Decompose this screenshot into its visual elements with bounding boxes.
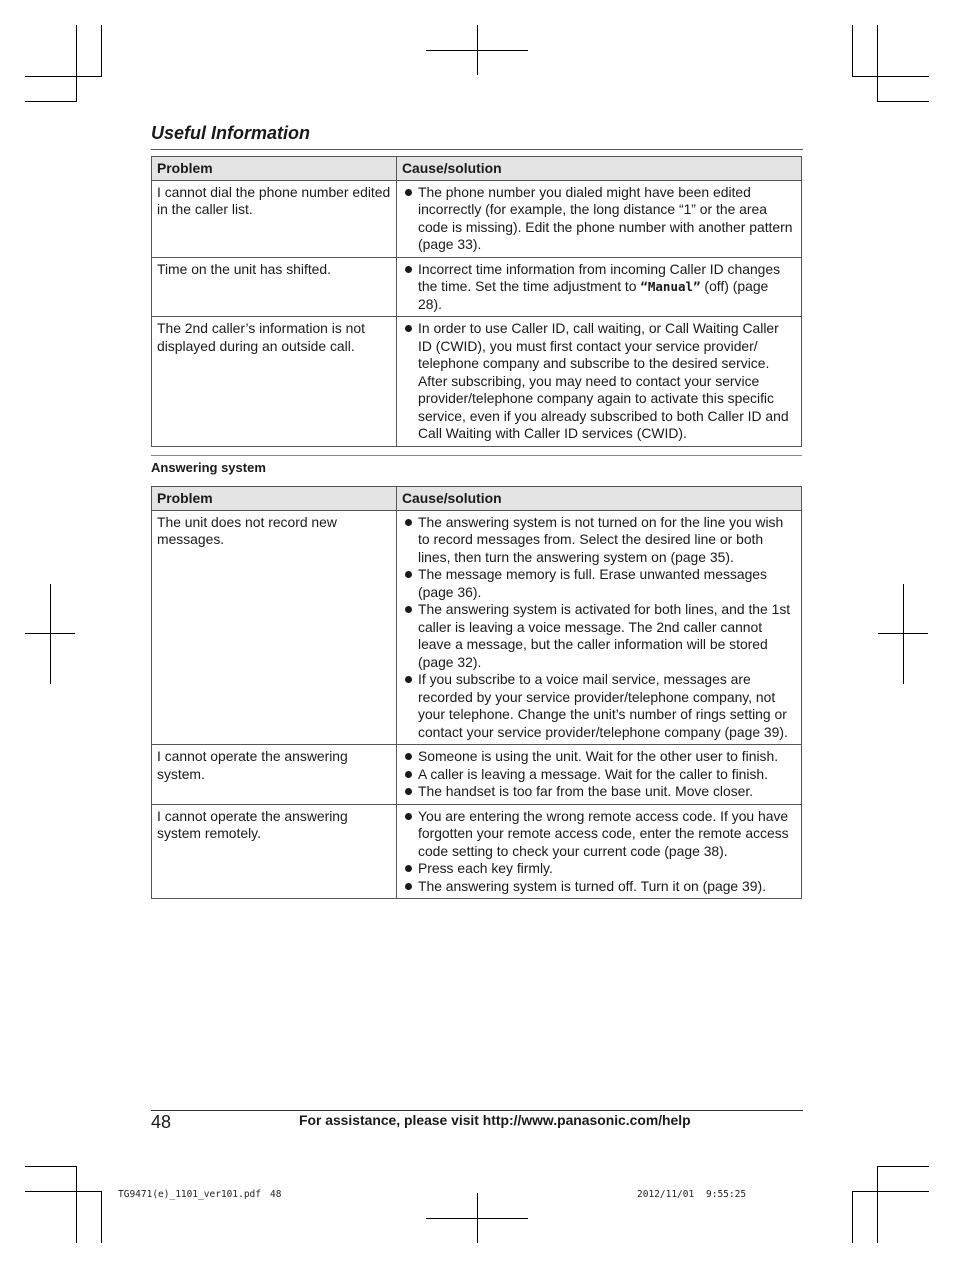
solution-item: A caller is leaving a message. Wait for the caller to finish. [402, 766, 796, 784]
section-title: Useful Information [151, 123, 311, 143]
setting-value: “Manual” [640, 279, 701, 294]
solution-item: The message memory is full. Erase unwanted messages (page 36). [402, 566, 796, 601]
column-header-problem: Problem [152, 157, 397, 181]
problem-cell: The 2nd caller’s information is not displayed during an outside call. [152, 317, 397, 447]
column-header-problem: Problem [152, 487, 397, 511]
table-row [152, 510, 802, 745]
solution-item: Someone is using the unit. Wait for the other user to finish. [402, 748, 796, 766]
table-row [152, 180, 802, 257]
column-header-solution: Cause/solution [397, 487, 802, 511]
solution-cell [397, 804, 802, 899]
solution-text: Incorrect time information from incoming Caller ID changes the time. Set the time adjustment to [418, 260, 781, 294]
table-row [152, 745, 802, 805]
solution-cell [397, 745, 802, 805]
solution-cell [397, 317, 802, 447]
solution-cell [397, 510, 802, 745]
print-date: 2012/11/01 [637, 1189, 695, 1200]
solution-item: The answering system is activated for both lines, and the 1st caller is leaving a voice message. The 2nd caller cannot leave a message, but the caller information will be stored (page 32). [402, 601, 796, 671]
solution-cell [397, 257, 802, 317]
title-rule [151, 149, 803, 150]
table-row [152, 804, 802, 899]
table-row [152, 257, 802, 317]
solution-item: The phone number you dialed might have been edited incorrectly (for example, the long distance “1” or the area code is missing). Edit the phone number with another pattern (page 33). [402, 184, 796, 254]
column-header-solution: Cause/solution [397, 157, 802, 181]
solution-item: The answering system is turned off. Turn it on (page 39). [402, 878, 796, 896]
problem-cell: I cannot dial the phone number edited in the caller list. [152, 180, 397, 257]
problem-cell: Time on the unit has shifted. [152, 257, 397, 317]
table-row [152, 317, 802, 447]
solution-item [402, 261, 796, 314]
troubleshooting-table-answering [151, 486, 802, 899]
troubleshooting-table-caller-id [151, 156, 802, 447]
solution-cell [397, 180, 802, 257]
solution-item: The answering system is not turned on for the line you wish to record messages from. Select the desired line or both lines, then turn the answering system on (page 35). [402, 514, 796, 567]
print-filename: TG9471(e)_1101_ver101.pdf [118, 1189, 261, 1200]
solution-item: Press each key firmly. [402, 860, 796, 878]
section-divider [151, 455, 802, 456]
subsection-heading: Answering system [151, 460, 266, 475]
page-number: 48 [151, 1112, 172, 1132]
footer-rule [151, 1110, 803, 1111]
solution-item: If you subscribe to a voice mail service, messages are recorded by your service provider/telephone company, not your telephone. Change the unit’s number of rings setting or contact your service provider/telephone company (page 39). [402, 671, 796, 741]
print-page: 48 [270, 1189, 282, 1200]
print-time: 9:55:25 [706, 1189, 747, 1200]
footer-assistance: For assistance, please visit http://www.panasonic.com/help [299, 1112, 691, 1128]
problem-cell: I cannot operate the answering system remotely. [152, 804, 397, 899]
solution-item: The handset is too far from the base unit. Move closer. [402, 783, 796, 801]
solution-item: In order to use Caller ID, call waiting, or Call Waiting Caller ID (CWID), you must first contact your service provider/ telephone company and subscribe to the desired service. After subscribing, you may need to contact your service provider/telephone company again to activate this specific service, even if you already subscribed to both Caller ID and Call Waiting with Caller ID services (CWID). [402, 320, 796, 443]
problem-cell: I cannot operate the answering system. [152, 745, 397, 805]
solution-text: (off) (page 28). [418, 278, 769, 312]
problem-cell: The unit does not record new messages. [152, 510, 397, 745]
solution-item: You are entering the wrong remote access code. If you have forgotten your remote access code, enter the remote access code setting to check your current code (page 38). [402, 808, 796, 861]
